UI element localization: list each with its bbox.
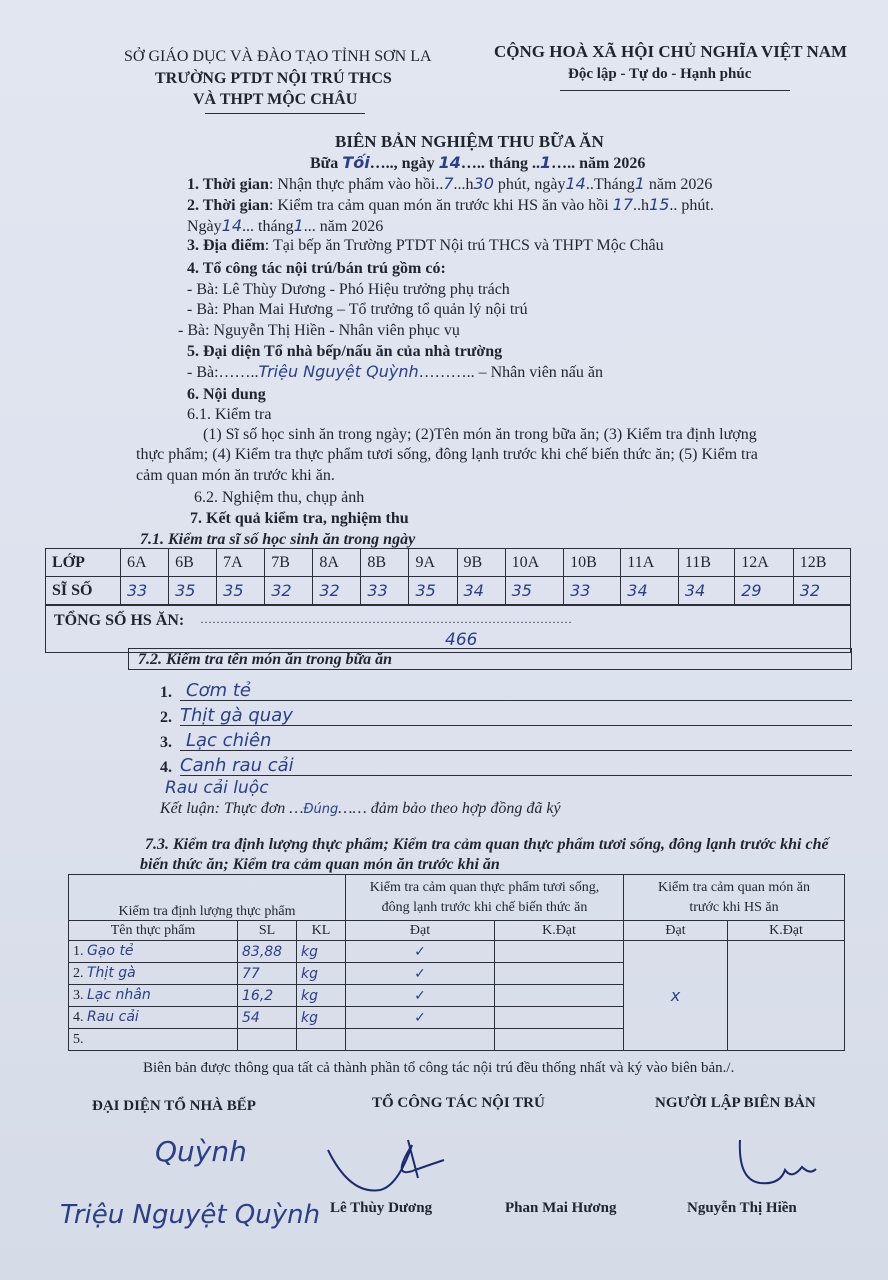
header-right-underline xyxy=(560,90,790,91)
count-row xyxy=(46,577,851,605)
sig-name-2: Phan Mai Hương xyxy=(505,1200,617,1216)
class-name: 8A xyxy=(313,549,361,577)
member-1: - Bà: Lê Thùy Dương - Phó Hiệu trưởng phụ trách xyxy=(187,281,510,298)
class-count: 32 xyxy=(313,577,361,605)
section-2: 2. Thời gian: Kiểm tra cảm quan món ăn trước khi HS ăn vào hồi 17..h15.. phút. xyxy=(187,195,714,214)
food-check-table xyxy=(68,874,845,1051)
total-dots: ………………………………………………………………………………… xyxy=(200,612,572,626)
dish-name: Cơm tẻ xyxy=(186,680,251,701)
cq-header: Kiểm tra cảm quan thực phẩm tươi sống, đông lạnh trước khi chế biến thức ăn xyxy=(346,875,624,921)
signature-committee-mark xyxy=(320,1120,450,1210)
dish-extra: Rau cải luộc xyxy=(165,778,269,798)
sig-title-author: NGƯỜI LẬP BIÊN BẢN xyxy=(655,1095,816,1111)
food-row: 5. xyxy=(69,1029,845,1051)
dish-line xyxy=(180,725,852,726)
nation-title: CỘNG HOÀ XÃ HỘI CHỦ NGHĨA VIỆT NAM xyxy=(494,42,848,61)
kdat-header-2: K.Đạt xyxy=(728,921,845,941)
section-3: 3. Địa điểm: Tại bếp ăn Trường PTDT Nội trú THCS và THPT Mộc Châu xyxy=(187,237,664,254)
section-6-2: 6.2. Nghiệm thu, chụp ảnh xyxy=(194,489,365,506)
class-name: 7A xyxy=(217,549,265,577)
dish-num: 3. xyxy=(160,734,172,751)
section-7-1-heading: 7.1. Kiểm tra sĩ số học sinh ăn trong ngày xyxy=(140,531,416,548)
dish-num: 1. xyxy=(160,684,172,701)
section-7-3-heading-1: 7.3. Kiểm tra định lượng thực phẩm; Kiểm tra cảm quan thực phẩm tươi sống, đông lạnh trước khi chế xyxy=(145,836,829,853)
class-name: 11A xyxy=(621,549,679,577)
class-count: 35 xyxy=(169,577,217,605)
section-5-heading: 5. Đại diện Tổ nhà bếp/nấu ăn của nhà trường xyxy=(187,343,503,360)
dish-name: Canh rau cải xyxy=(180,755,294,776)
section-4-heading: 4. Tổ công tác nội trú/bán trú gồm có: xyxy=(187,260,446,277)
total-value: 466 xyxy=(445,630,478,650)
class-count: 35 xyxy=(505,577,563,605)
kitchen-rep: - Bà:……..Triệu Nguyệt Quỳnh……….. – Nhân viên nấu ăn xyxy=(187,362,603,381)
document-title: BIÊN BẢN NGHIỆM THU BỮA ĂN xyxy=(335,132,604,151)
dish-line xyxy=(180,775,852,776)
class-count: 34 xyxy=(457,577,505,605)
member-3: - Bà: Nguyễn Thị Hiền - Nhân viên phục vụ xyxy=(178,322,460,339)
sig-name-1: Lê Thùy Dương xyxy=(330,1200,433,1216)
class-count: 29 xyxy=(735,577,793,605)
section-2-date: Ngày14... tháng1... năm 2026 xyxy=(187,216,384,235)
food-row: 3. Lạc nhân 16,2 kg ✓ xyxy=(69,985,845,1007)
sl-header: SL xyxy=(238,921,297,941)
dish-num: 4. xyxy=(160,759,172,776)
dept-name: SỞ GIÁO DỤC VÀ ĐÀO TẠO TỈNH SƠN LA xyxy=(124,48,432,65)
nation-motto: Độc lập - Tự do - Hạnh phúc xyxy=(568,66,752,82)
class-count-table xyxy=(45,548,851,605)
class-row xyxy=(46,549,851,577)
dish-line xyxy=(180,750,852,751)
sig-title-committee: TỔ CÔNG TÁC NỘI TRÚ xyxy=(372,1095,545,1111)
class-name: 12A xyxy=(735,549,793,577)
kitchen-name-handwritten: Triệu Nguyệt Quỳnh xyxy=(60,1200,321,1230)
section-6-p1: (1) Sĩ số học sinh ăn trong ngày; (2)Tên món ăn trong bữa ăn; (3) Kiểm tra định lượng xyxy=(203,426,757,443)
section-6-1: 6.1. Kiểm tra xyxy=(187,406,272,423)
class-name: 6A xyxy=(121,549,169,577)
member-2: - Bà: Phan Mai Hương – Tổ trưởng tổ quản lý nội trú xyxy=(187,301,528,318)
class-count: 33 xyxy=(121,577,169,605)
section-6-heading: 6. Nội dung xyxy=(187,386,266,403)
sig-name-3: Nguyễn Thị Hiền xyxy=(687,1200,797,1216)
class-count: 32 xyxy=(265,577,313,605)
dish-line xyxy=(180,700,852,701)
school-name-1: TRƯỜNG PTDT NỘI TRÚ THCS xyxy=(155,70,392,87)
tp-header: Tên thực phẩm xyxy=(69,921,238,941)
dat-header: Đạt xyxy=(346,921,495,941)
class-count: 32 xyxy=(793,577,850,605)
total-label: TỔNG SỐ HS ĂN: xyxy=(54,612,185,629)
class-count: 34 xyxy=(621,577,679,605)
lop-header: LỚP xyxy=(46,549,121,577)
closing-statement: Biên bản được thông qua tất cả thành phần tổ công tác nội trú đều thống nhất và ký vào biên bản./. xyxy=(143,1060,735,1076)
class-count: 33 xyxy=(361,577,409,605)
dish-name: Lạc chiên xyxy=(186,730,272,751)
class-name: 10A xyxy=(505,549,563,577)
siso-header: SĨ SỐ xyxy=(46,577,121,605)
class-count: 35 xyxy=(217,577,265,605)
class-name: 6B xyxy=(169,549,217,577)
class-count: 35 xyxy=(409,577,457,605)
class-count: 34 xyxy=(678,577,734,605)
kl-header: KL xyxy=(297,921,346,941)
class-name: 9A xyxy=(409,549,457,577)
mon-an-dat: x xyxy=(624,941,728,1051)
meal-line: Bữa Tối….., ngày 14….. tháng ..1….. năm 2026 xyxy=(310,153,646,172)
section-7-heading: 7. Kết quả kiểm tra, nghiệm thu xyxy=(190,510,409,527)
food-row: 2. Thịt gà 77 kg ✓ xyxy=(69,963,845,985)
section-6-p3: cảm quan món ăn trước khi ăn. xyxy=(136,467,335,484)
food-row: 1. Gạo tẻ 83,88 kg ✓ x xyxy=(69,941,845,963)
menu-conclusion: Kết luận: Thực đơn …Đúng…… đảm bảo theo hợp đồng đã ký xyxy=(160,800,561,817)
signature-kitchen: Quỳnh xyxy=(155,1135,247,1168)
class-name: 8B xyxy=(361,549,409,577)
class-name: 10B xyxy=(564,549,621,577)
ma-header: Kiểm tra cảm quan món ăn trước khi HS ăn xyxy=(624,875,845,921)
section-7-3-heading-2: biến thức ăn; Kiểm tra cảm quan món ăn trước khi ăn xyxy=(140,856,500,873)
kdat-header: K.Đạt xyxy=(495,921,624,941)
section-1: 1. Thời gian: Nhận thực phẩm vào hồi..7...h30 phút, ngày14..Tháng1 năm 2026 xyxy=(187,174,713,193)
signature-author-mark xyxy=(730,1135,820,1195)
section-7-2-heading: 7.2. Kiểm tra tên món ăn trong bữa ăn xyxy=(138,651,393,668)
class-name: 12B xyxy=(793,549,850,577)
dish-name: Thịt gà quay xyxy=(180,705,293,726)
school-name-2: VÀ THPT MỘC CHÂU xyxy=(193,91,358,108)
sig-title-kitchen: ĐẠI DIỆN TỔ NHÀ BẾP xyxy=(92,1098,256,1114)
section-6-p2: thực phẩm; (4) Kiểm tra thực phẩm tươi sống, đông lạnh trước khi chế biến thức ăn; (5) Kiểm tra xyxy=(136,446,758,463)
header-left-underline xyxy=(205,113,365,114)
class-name: 9B xyxy=(457,549,505,577)
dish-num: 2. xyxy=(160,709,172,726)
food-row: 4. Rau cải 54 kg ✓ xyxy=(69,1007,845,1029)
class-count: 33 xyxy=(564,577,621,605)
class-name: 7B xyxy=(265,549,313,577)
dat-header-2: Đạt xyxy=(624,921,728,941)
class-name: 11B xyxy=(678,549,734,577)
dl-header: Kiểm tra định lượng thực phẩm xyxy=(69,875,346,921)
